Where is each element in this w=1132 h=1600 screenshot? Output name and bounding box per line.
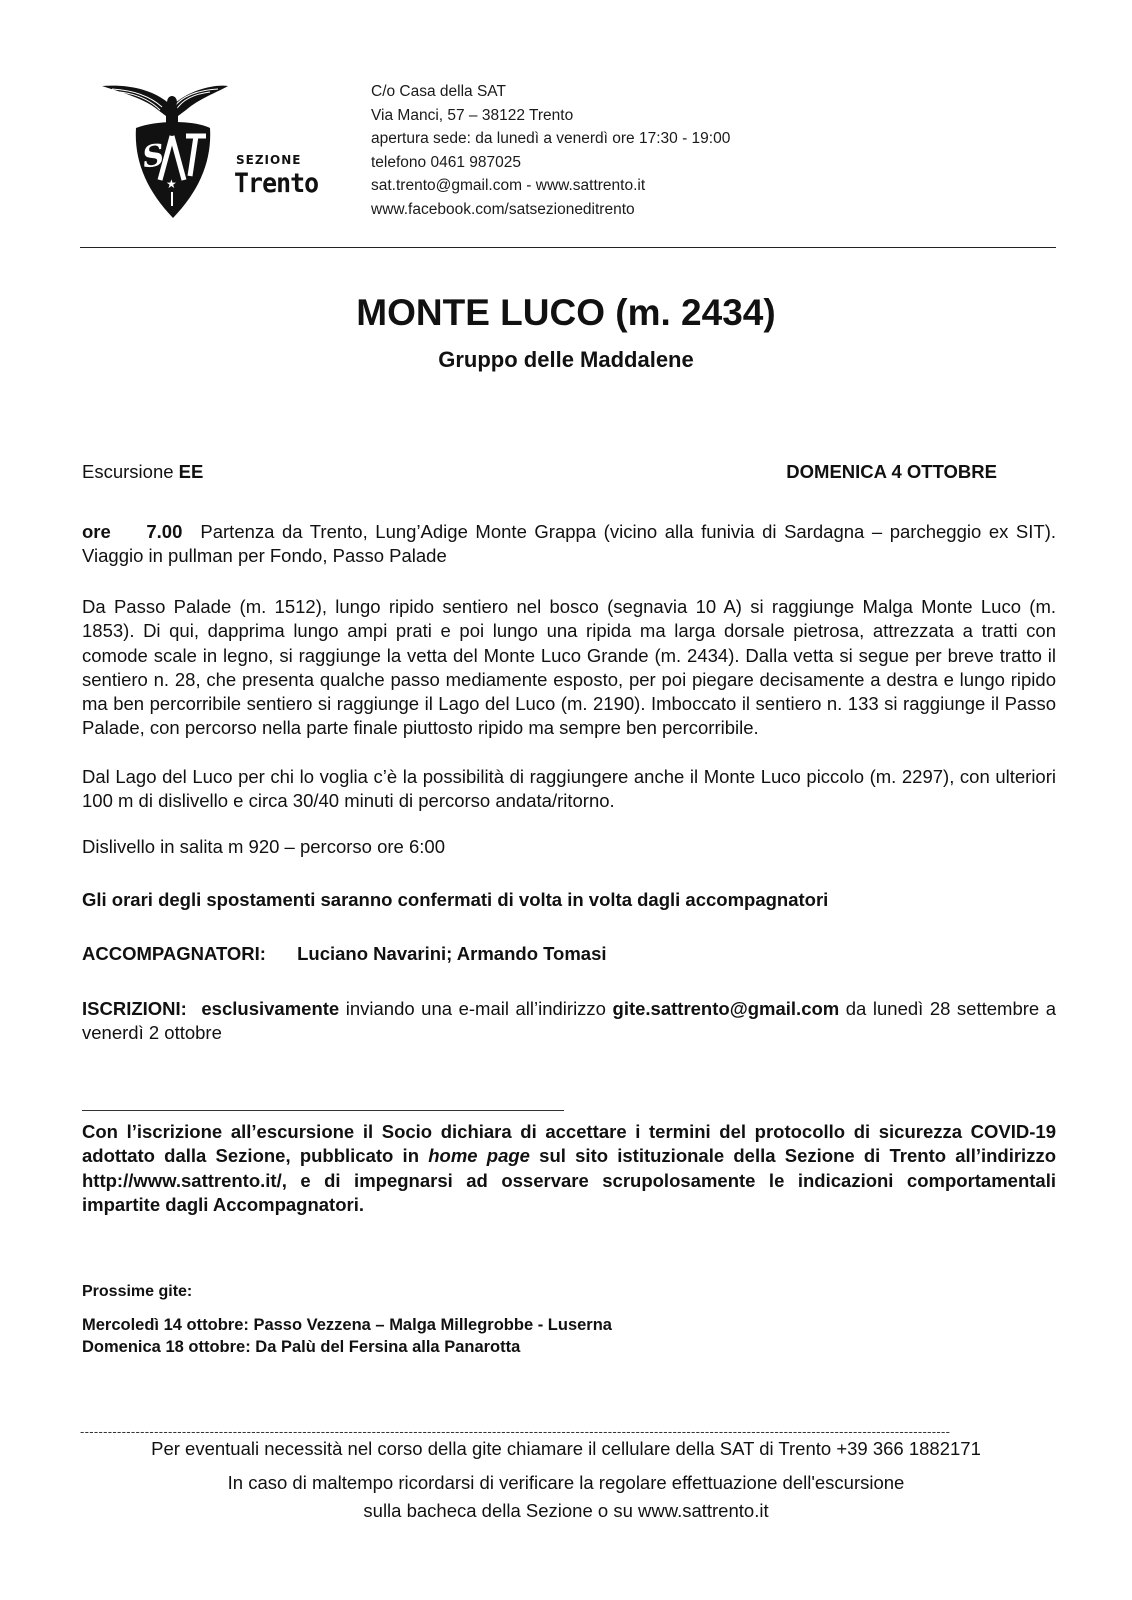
contact-line-address-care: C/o Casa della SAT (371, 83, 506, 100)
eagle-shield-emblem-icon (100, 80, 230, 220)
route-extension-paragraph: Dal Lago del Luco per chi lo voglia c’è la possibilità di raggiungere anche il Monte Luco piccolo (m. 2297), con ulteriori 100 m di dislivello e circa 30/40 minuti di percorso andata/ritorno. (82, 766, 1056, 812)
departure-paragraph (82, 520, 1056, 569)
excursion-type-label: Escursione (82, 461, 174, 482)
route-description-paragraph: Da Passo Palade (m. 1512), lungo ripido sentiero nel bosco (segnavia 10 A) si raggiunge Malga Monte Luco (m. 1853). Di qui, dapprima lungo ampi prati e poi lungo una ripida ma larga dorsale pietrosa, attrezzata a tratti con comode scale in legno, si raggiunge la vetta del Monte Luco Grande (m. 2434). Dalla vetta si segue per breve tratto il sentiero n. 28, che presenta qualche passo mediamente esposto, per poi piegare decisamente a destra e lungo ripido ma ben percorribile sentiero si raggiunge il Lago del Luco (m. 2190). Imboccato il sentiero n. 133 si raggiunge il Passo Palade, con percorso nella parte finale piuttosto ripido ma sempre ben percorribile. (82, 596, 1056, 739)
guides-label: ACCOMPAGNATORI: (82, 943, 266, 964)
registration-text-1: inviando una e-mail all’indirizzo (339, 998, 613, 1019)
covid-notice (82, 1120, 1056, 1217)
footer-weather-line-2: sulla bacheca della Sezione o su www.sattrento.it (363, 1500, 769, 1521)
contact-line-email-web[interactable]: sat.trento@gmail.com - www.sattrento.it (371, 177, 646, 194)
svg-text:★: ★ (166, 177, 177, 191)
section-divider (82, 1110, 564, 1111)
contact-line-phone: telefono 0461 987025 (371, 153, 521, 171)
registration-email-link[interactable]: gite.sattrento@gmail.com (612, 998, 840, 1019)
covid-notice-part1: Con l’iscrizione all’escursione il Socio dichiara di accettare i termini del protocollo di sicurezza COVID-19 adottato dalla Sezione, pubblicato in (82, 1121, 1056, 1167)
guides-row (82, 942, 1056, 966)
covid-notice-part2: sul sito istituzionale della Sezione di Trento all’indirizzo http://www.sattrento.it/, e di impegnarsi ad osservare scrupolosamente le indicazioni comportamentali impartite dagli Accompagnatori. (82, 1145, 1056, 1215)
departure-prefix: ore (82, 521, 111, 542)
registration-label: ISCRIZIONI: (82, 998, 187, 1019)
upcoming-list (82, 1314, 612, 1358)
departure-text: Partenza da Trento, Lung’Adige Monte Grappa (vicino alla funivia di Sardagna – parcheggio ex SIT). Viaggio in pullman per Fondo, Passo Palade (82, 521, 1057, 567)
footer-phone-line: Per eventuali necessità nel corso della gite chiamare il cellulare della SAT di Trento +39 366 1882171 (151, 1438, 981, 1459)
registration-paragraph (82, 997, 1056, 1046)
upcoming-heading: Prossime gite: (82, 1283, 193, 1300)
page-subtitle: Gruppo delle Maddalene (438, 347, 694, 372)
upcoming-item: Mercoledì 14 ottobre: Passo Vezzena – Malga Millegrobbe - Luserna (82, 1316, 612, 1334)
footer-weather-line-1: In caso di maltempo ricordarsi di verificare la regolare effettuazione dell'escursione (227, 1472, 905, 1493)
route-stats: Dislivello in salita m 920 – percorso ore 6:00 (82, 836, 445, 857)
logo-sezione-label: SEZIONE (236, 153, 302, 167)
upcoming-item: Domenica 18 ottobre: Da Palù del Fersina alla Panarotta (82, 1338, 521, 1356)
contact-line-street: Via Manci, 57 – 38122 Trento (371, 106, 574, 124)
difficulty-badge: EE (178, 461, 204, 482)
header-divider (80, 247, 1056, 248)
excursion-date: DOMENICA 4 OTTOBRE (786, 461, 997, 482)
svg-text:S: S (140, 137, 167, 176)
page-title: MONTE LUCO (m. 2434) (356, 292, 776, 333)
contact-line-hours: apertura sede: da lunedì a venerdì ore 17:30 - 19:00 (371, 130, 731, 147)
contact-line-facebook[interactable]: www.facebook.com/satsezioneditrento (371, 200, 635, 218)
excursion-info-row (82, 461, 997, 483)
sat-trento-logo (100, 80, 330, 220)
registration-emphasis: esclusivamente (201, 998, 340, 1019)
contact-block (371, 80, 730, 221)
logo-city-label: Trento (234, 168, 319, 199)
schedule-note: Gli orari degli spostamenti saranno confermati di volta in volta dagli accompagnatori (82, 889, 829, 910)
footer-dashed-divider: -------------------------------------------------------------------------------------------------------------------------------------------------------------------------------------------- (80, 1427, 951, 1437)
guides-names: Luciano Navarini; Armando Tomasi (297, 943, 607, 964)
registration-text-2: da lunedì 28 settembre a venerdì 2 ottobre (82, 998, 1057, 1044)
departure-time: 7.00 (146, 521, 183, 542)
covid-notice-italic: home page (428, 1145, 530, 1167)
